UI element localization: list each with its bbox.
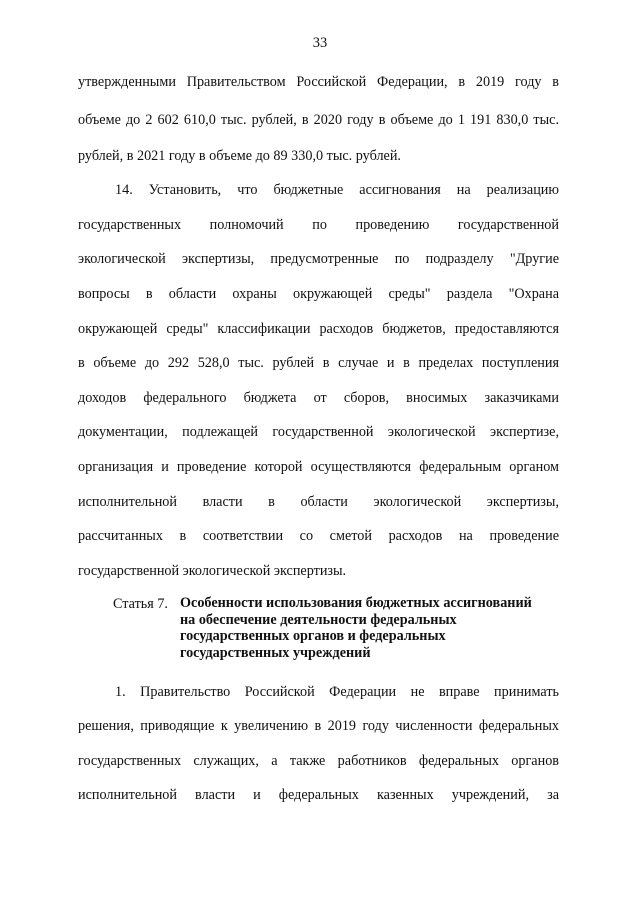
- text-line: документации, подлежащей государственной экологической экспертизе,: [78, 424, 559, 440]
- text-line: исполнительной власти в области экологической экспертизы,: [78, 494, 559, 510]
- text-line: государственных служащих, а также работников федеральных органов: [78, 753, 559, 769]
- text-line: рассчитанных в соответствии со сметой расходов на проведение: [78, 528, 559, 544]
- text-line: экологической экспертизы, предусмотренные по подразделу "Другие: [78, 251, 559, 267]
- text-line: государственных полномочий по проведению государственной: [78, 217, 559, 233]
- page-number: 33: [312, 35, 328, 51]
- article-title: [180, 595, 570, 661]
- text-line: в объеме до 292 528,0 тыс. рублей в случае и в пределах поступления: [78, 355, 559, 371]
- article-label: Статья 7.: [113, 596, 168, 612]
- text-line: рублей, в 2021 году в объеме до 89 330,0 тыс. рублей.: [78, 148, 401, 164]
- text-line: вопросы в области охраны окружающей среды" раздела "Охрана: [78, 286, 559, 302]
- paragraph-14-first-line: 14. Установить, что бюджетные ассигнования на реализацию: [115, 182, 559, 198]
- text-line: объеме до 2 602 610,0 тыс. рублей, в 2020 году в объеме до 1 191 830,0 тыс.: [78, 112, 559, 128]
- text-line: организация и проведение которой осуществляются федеральным органом: [78, 459, 559, 475]
- article-title-line: Особенности использования бюджетных ассигнований: [180, 595, 532, 611]
- text-line: доходов федерального бюджета от сборов, вносимых заказчиками: [78, 390, 559, 406]
- text-line: исполнительной власти и федеральных казенных учреждений, за: [78, 787, 559, 803]
- text-line: окружающей среды" классификации расходов бюджетов, предоставляются: [78, 321, 559, 337]
- paragraph-1-first-line: 1. Правительство Российской Федерации не вправе принимать: [115, 684, 559, 700]
- article-title-line: на обеспечение деятельности федеральных: [180, 611, 457, 628]
- text-line: государственной экологической экспертизы.: [78, 563, 347, 579]
- text-line: решения, приводящие к увеличению в 2019 году численности федеральных: [78, 718, 559, 734]
- text-line: утвержденными Правительством Российской Федерации, в 2019 году в: [78, 74, 559, 90]
- article-title-line: государственных органов и федеральных: [180, 628, 446, 644]
- article-title-line: государственных учреждений: [180, 644, 371, 661]
